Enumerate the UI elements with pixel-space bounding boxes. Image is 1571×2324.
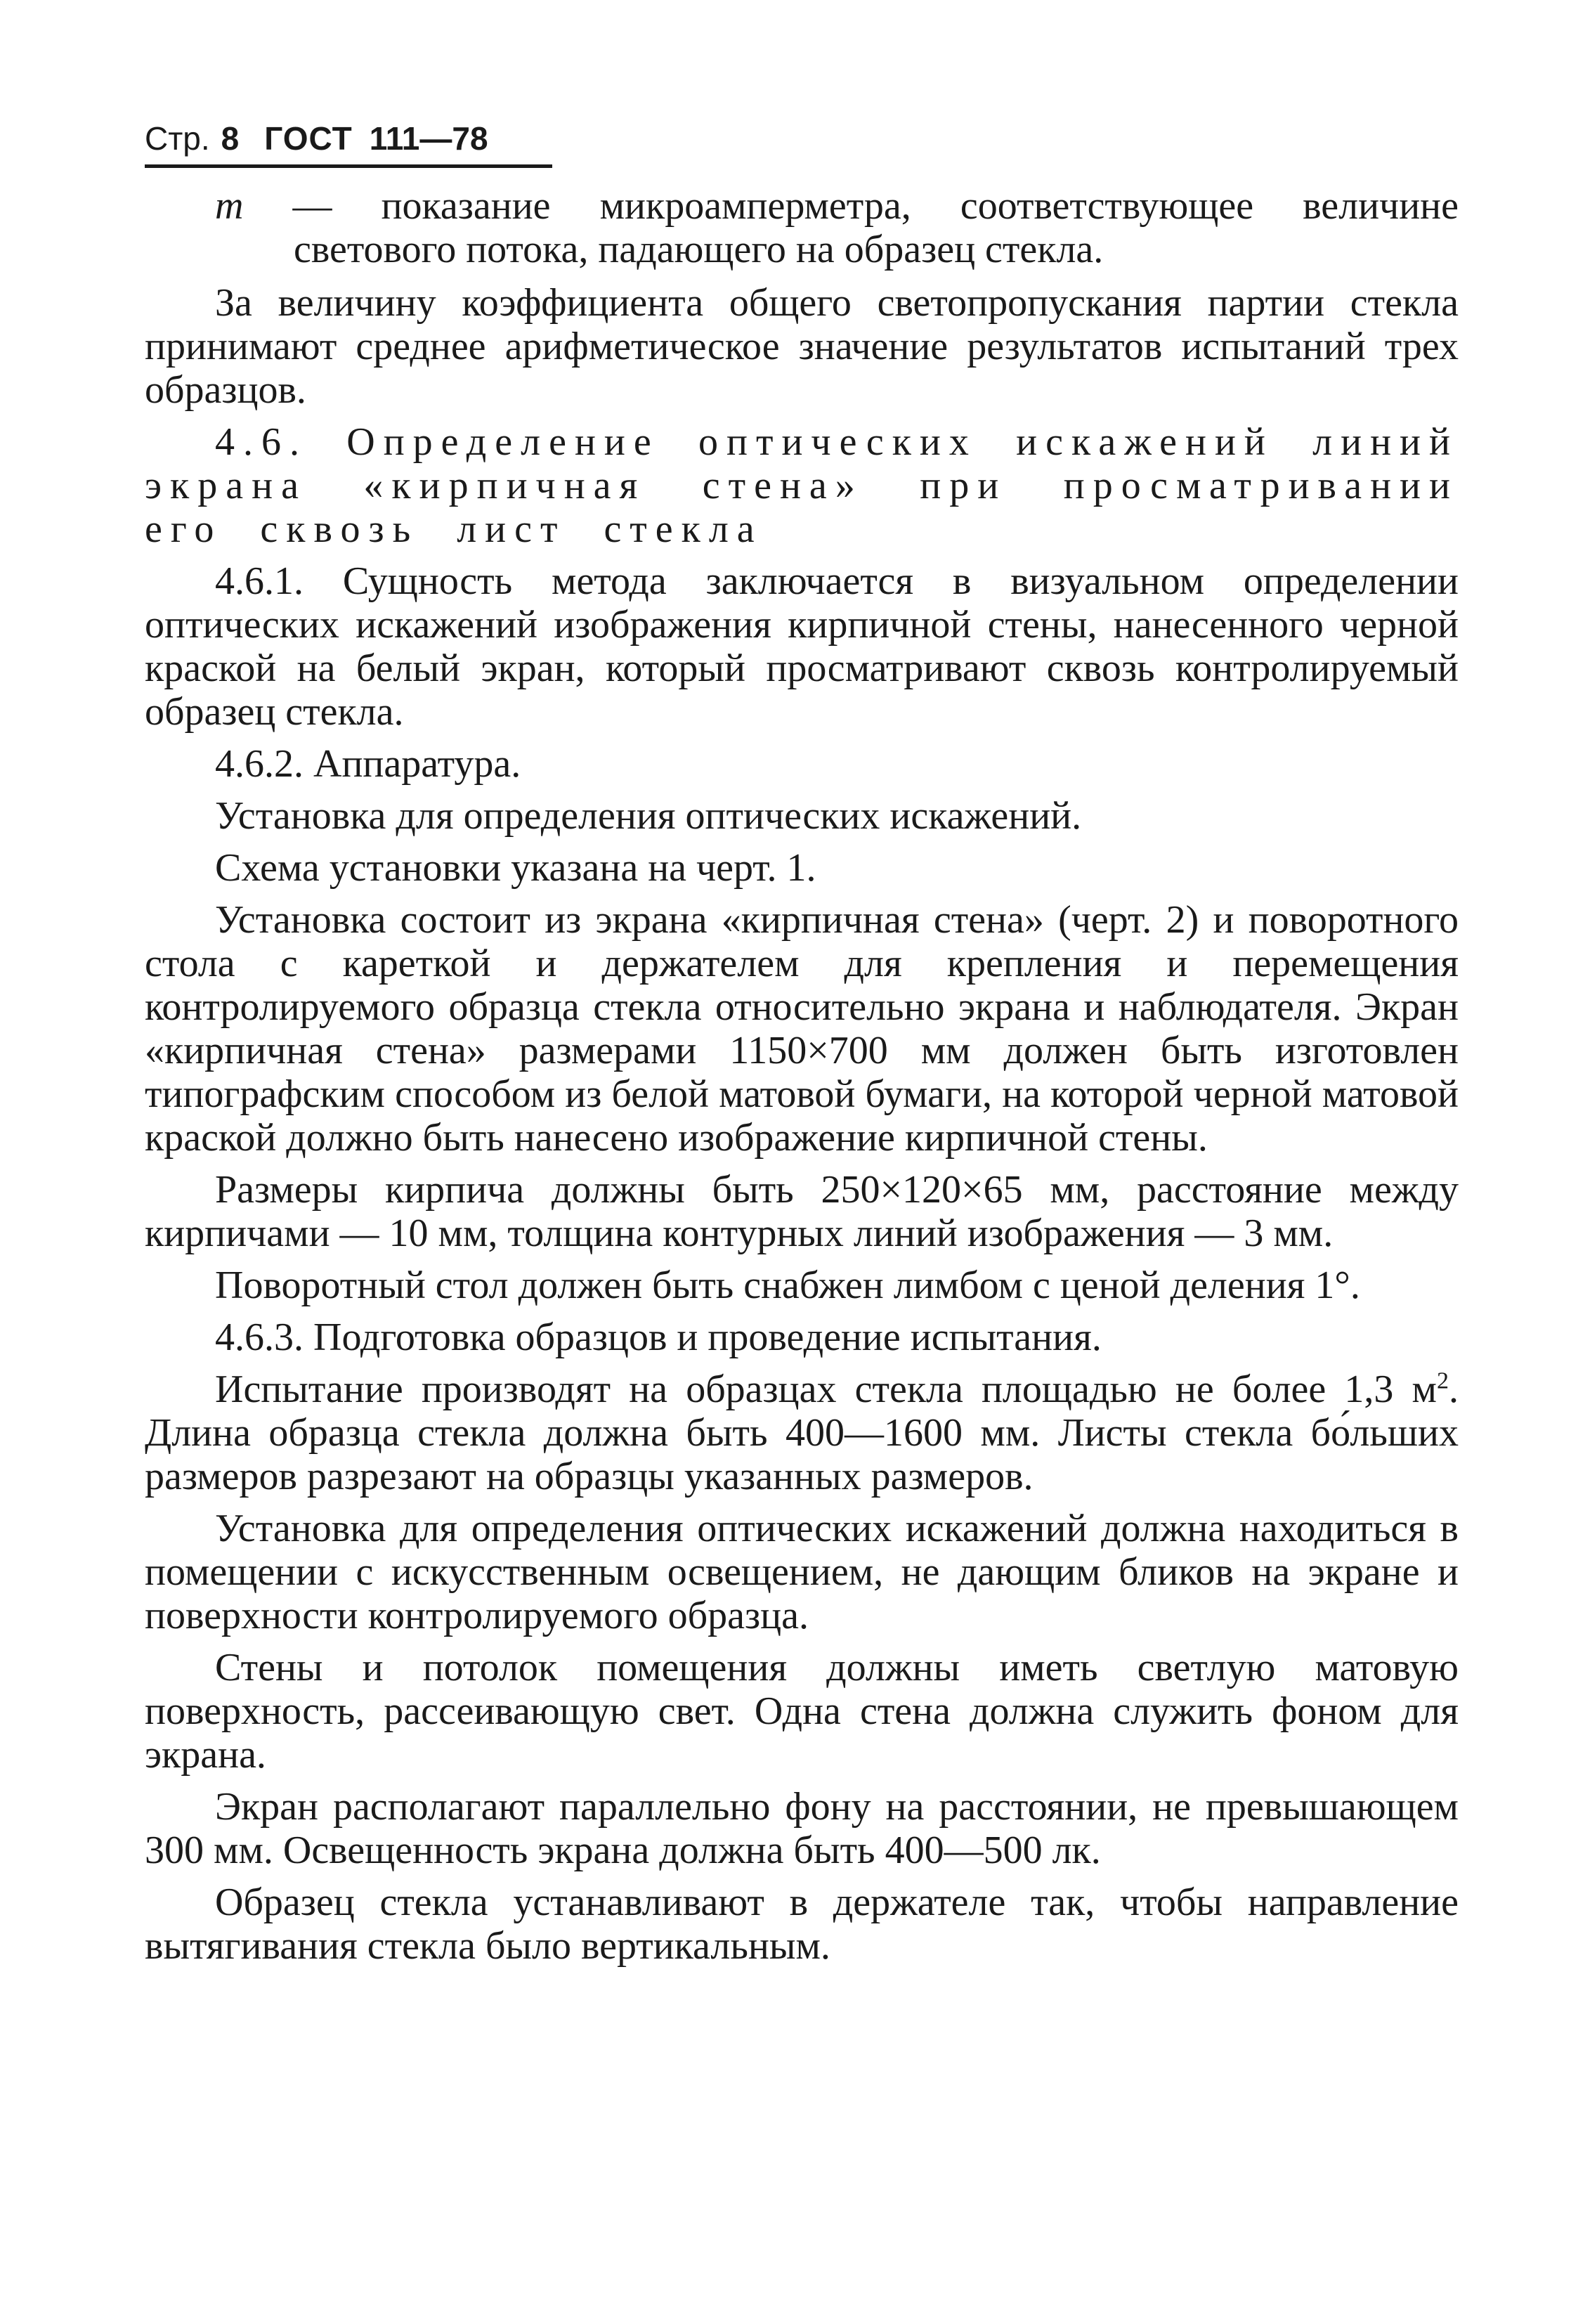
- paragraph-4-6-2: 4.6.2. Аппаратура.: [215, 742, 521, 786]
- definition-text-1: — показание микроамперметра, соответствующее величине: [243, 184, 1459, 228]
- paragraph-brick-size: Размеры кирпича должны быть 250×120×65 мм, расстояние между кирпичами — 10 мм, толщина контурных линий изображения — 3 мм.: [145, 1168, 1459, 1255]
- samples-text-b: . Длина образца стекла должна быть 400—1600 мм. Листы стекла бо́льших размеров разрезают на образцы указанных размеров.: [145, 1368, 1459, 1498]
- paragraph-light-transmission: За величину коэффициента общего светопропускания партии стекла принимают среднее арифметическое значение результатов испытаний трех образцов.: [145, 281, 1459, 412]
- samples-text-a: Испытание производят на образцах стекла площадью не более 1,3 м: [215, 1368, 1437, 1411]
- paragraph-sample-mounting: Образец стекла устанавливают в держателе так, чтобы направление вытягивания стекла было вертикальным.: [145, 1881, 1459, 1968]
- paragraph-walls: Стены и потолок помещения должны иметь светлую матовую поверхность, рассеивающую свет. Одна стена должна служить фоном для экрана.: [145, 1646, 1459, 1777]
- symbol-definition: [215, 184, 1459, 271]
- section-heading-4-6: 4.6. Определение оптических искажений линий экрана «кирпичная стена» при просматривании его сквозь лист стекла: [145, 420, 1459, 551]
- paragraph-screen-position: Экран располагают параллельно фону на расстоянии, не превышающем 300 мм. Освещенность экрана должна быть 400—500 лк.: [145, 1785, 1459, 1872]
- standard-code: 111—78: [369, 120, 488, 157]
- definition-symbol: m: [215, 184, 244, 228]
- square-superscript: 2: [1437, 1368, 1449, 1394]
- definition-line-1: [215, 184, 1459, 228]
- paragraph-scheme: Схема установки указана на черт. 1.: [215, 846, 816, 890]
- standard-name: ГОСТ: [264, 120, 353, 157]
- paragraph-setup: Установка состоит из экрана «кирпичная стена» (черт. 2) и поворотного стола с кареткой и держателем для крепления и перемещения контролируемого образца стекла относительно экрана и наблюдателя. Экран «кирпичная стена» размерами 1150×700 мм должен быть изготовлен типографским способом из белой матовой бумаги, на которой черной матовой краской должно быть нанесено изображение кирпичной стены.: [145, 898, 1459, 1160]
- paragraph-4-6-3: 4.6.3. Подготовка образцов и проведение испытания.: [215, 1316, 1102, 1359]
- paragraph-4-6-1: 4.6.1. Сущность метода заключается в визуальном определении оптических искажений изображения кирпичной стены, нанесенного черной краской на белый экран, который просматривают сквозь контролируемый образец стекла.: [145, 559, 1459, 734]
- document-body: [145, 184, 1459, 1976]
- paragraph-apparatus: Установка для определения оптических искажений.: [215, 794, 1082, 838]
- page-header: [145, 112, 552, 168]
- paragraph-lighting: Установка для определения оптических искажений должна находиться в помещении с искусственным освещением, не дающим бликов на экране и поверхности контролируемого образца.: [145, 1507, 1459, 1637]
- paragraph-samples: [145, 1368, 1459, 1498]
- paragraph-rotary-table: Поворотный стол должен быть снабжен лимбом с ценой деления 1°.: [215, 1264, 1360, 1307]
- definition-line-2: светового потока, падающего на образец стекла.: [294, 228, 1104, 271]
- page-number: 8: [221, 120, 240, 157]
- page-label: Стр.: [145, 120, 210, 157]
